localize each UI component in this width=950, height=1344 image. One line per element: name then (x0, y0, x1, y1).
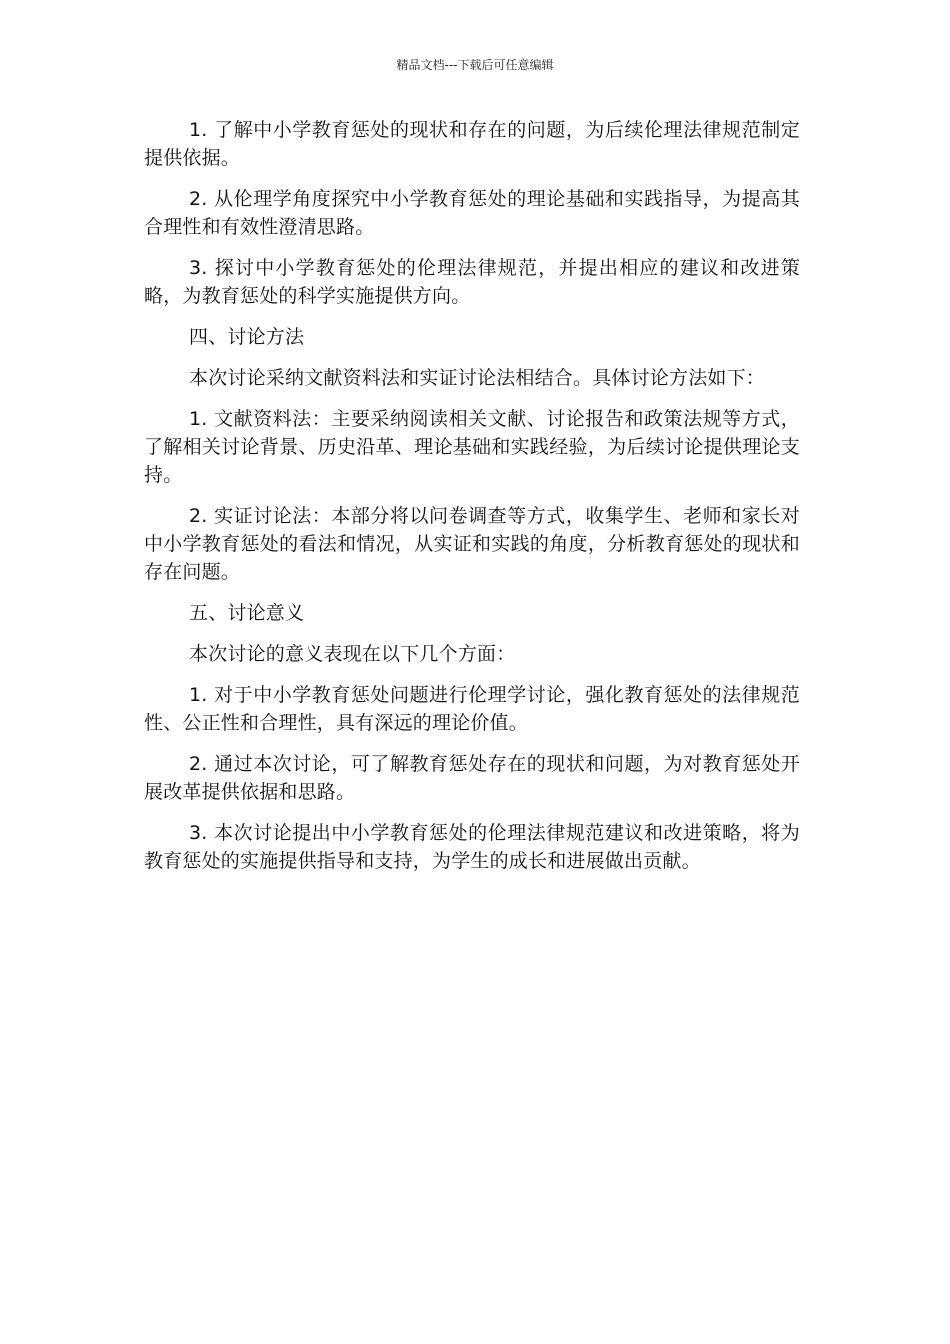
page-header: 精品文档---下载后可任意编辑 (396, 58, 554, 72)
paragraph-objective-2: 2. 从伦理学角度探究中小学教育惩处的理论基础和实践指导，为提高其合理性和有效性澄清思路。 (144, 188, 800, 238)
paragraph-significance-1: 1. 对于中小学教育惩处问题进行伦理学讨论，强化教育惩处的法律规范性、公正性和合理性，具有深远的理论价值。 (144, 684, 800, 734)
paragraph-significance-intro: 本次讨论的意义表现在以下几个方面： (189, 643, 516, 665)
section-heading-methods: 四、讨论方法 (189, 326, 305, 348)
paragraph-objective-1: 1. 了解中小学教育惩处的现状和存在的问题，为后续伦理法律规范制定提供依据。 (144, 119, 800, 169)
paragraph-significance-3: 3. 本次讨论提出中小学教育惩处的伦理法律规范建议和改进策略，将为教育惩处的实施提供指导和支持，为学生的成长和进展做出贡献。 (144, 822, 800, 872)
document-body (144, 116, 800, 888)
paragraph-objective-3: 3. 探讨中小学教育惩处的伦理法律规范，并提出相应的建议和改进策略，为教育惩处的科学实施提供方向。 (144, 257, 800, 307)
paragraph-methods-intro: 本次讨论采纳文献资料法和实证讨论法相结合。具体讨论方法如下： (189, 367, 766, 389)
paragraph-significance-2: 2. 通过本次讨论，可了解教育惩处存在的现状和问题，为对教育惩处开展改革提供依据和思路。 (144, 753, 800, 803)
section-heading-significance: 五、讨论意义 (189, 602, 305, 624)
paragraph-method-1: 1. 文献资料法：主要采纳阅读相关文献、讨论报告和政策法规等方式，了解相关讨论背景、历史沿革、理论基础和实践经验，为后续讨论提供理论支持。 (144, 408, 800, 486)
paragraph-method-2: 2. 实证讨论法：本部分将以问卷调查等方式，收集学生、老师和家长对中小学教育惩处的看法和情况，从实证和实践的角度，分析教育惩处的现状和存在问题。 (144, 505, 800, 583)
